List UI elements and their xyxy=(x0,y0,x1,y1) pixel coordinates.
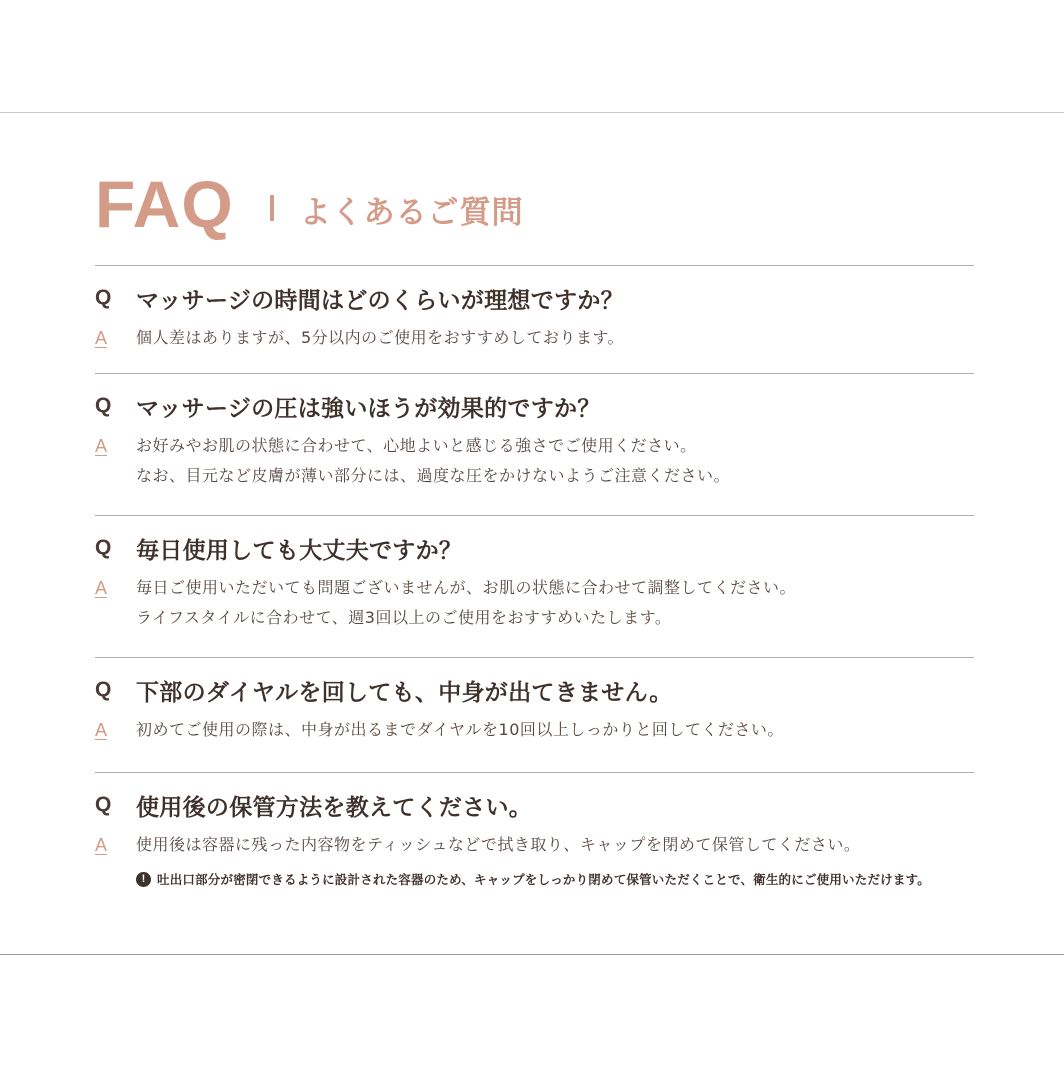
question-text: 毎日使用しても大丈夫ですか？ xyxy=(136,537,463,564)
answer-mark: A xyxy=(95,720,108,740)
top-divider xyxy=(0,112,1064,113)
faq-header xyxy=(95,168,524,240)
page-subtitle: よくあるご質問 xyxy=(299,194,524,231)
question-mark: Q xyxy=(95,536,112,559)
answer-line: なお、目元など皮膚が薄い部分には、過度な圧をかけないようご注意ください。 xyxy=(136,466,731,485)
question-row xyxy=(95,790,532,820)
faq-item xyxy=(95,772,974,913)
faq-item xyxy=(95,657,974,773)
answer-mark: A xyxy=(95,328,108,348)
answer-line: お好みやお肌の状態に合わせて、心地よいと感じる強さでご使用ください。 xyxy=(136,436,697,455)
question-text: 使用後の保管方法を教えてください。 xyxy=(136,794,533,821)
question-row xyxy=(95,391,601,421)
exclamation-circle-icon: ! xyxy=(136,872,151,887)
question-mark: Q xyxy=(95,394,112,417)
answer-block xyxy=(95,573,796,633)
answer-block xyxy=(95,715,784,745)
answer-mark: A xyxy=(95,578,108,598)
title-separator xyxy=(270,195,274,221)
question-row xyxy=(95,533,462,563)
question-text: マッサージの時間はどのくらいが理想ですか？ xyxy=(136,287,624,314)
answer-block xyxy=(95,323,624,353)
bottom-divider xyxy=(0,954,1064,955)
page-title: FAQ xyxy=(95,167,234,241)
answer-line: 初めてご使用の際は、中身が出るまでダイヤルを10回以上しっかりと回してください。 xyxy=(136,720,784,739)
caution-note xyxy=(136,870,930,888)
answer-line: 個人差はありますが、5分以内のご使用をおすすめしております。 xyxy=(136,328,625,347)
answer-mark: A xyxy=(95,835,108,855)
caution-note-text: 吐出口部分が密閉できるように設計された容器のため、キャップをしっかり閉めて保管いただくことで、衛生的にご使用いただけます。 xyxy=(157,872,930,887)
answer-line: 毎日ご使用いただいても問題ございませんが、お肌の状態に合わせて調整してください。 xyxy=(136,578,797,597)
answer-mark: A xyxy=(95,436,108,456)
question-text: マッサージの圧は強いほうが効果的ですか？ xyxy=(136,395,601,422)
faq-item xyxy=(95,373,974,516)
answer-block xyxy=(95,431,730,491)
answer-line: 使用後は容器に残った内容物をティッシュなどで拭き取り、キャップを閉めて保管してください。 xyxy=(136,835,861,854)
question-row xyxy=(95,675,673,705)
question-mark: Q xyxy=(95,286,112,309)
question-mark: Q xyxy=(95,793,112,816)
faq-item xyxy=(95,515,974,658)
answer-line: ライフスタイルに合わせて、週3回以上のご使用をおすすめいたします。 xyxy=(136,608,672,627)
question-mark: Q xyxy=(95,678,112,701)
faq-item xyxy=(95,265,974,374)
answer-block xyxy=(95,830,860,860)
question-row xyxy=(95,283,624,313)
question-text: 下部のダイヤルを回しても、中身が出てきません。 xyxy=(136,679,673,706)
